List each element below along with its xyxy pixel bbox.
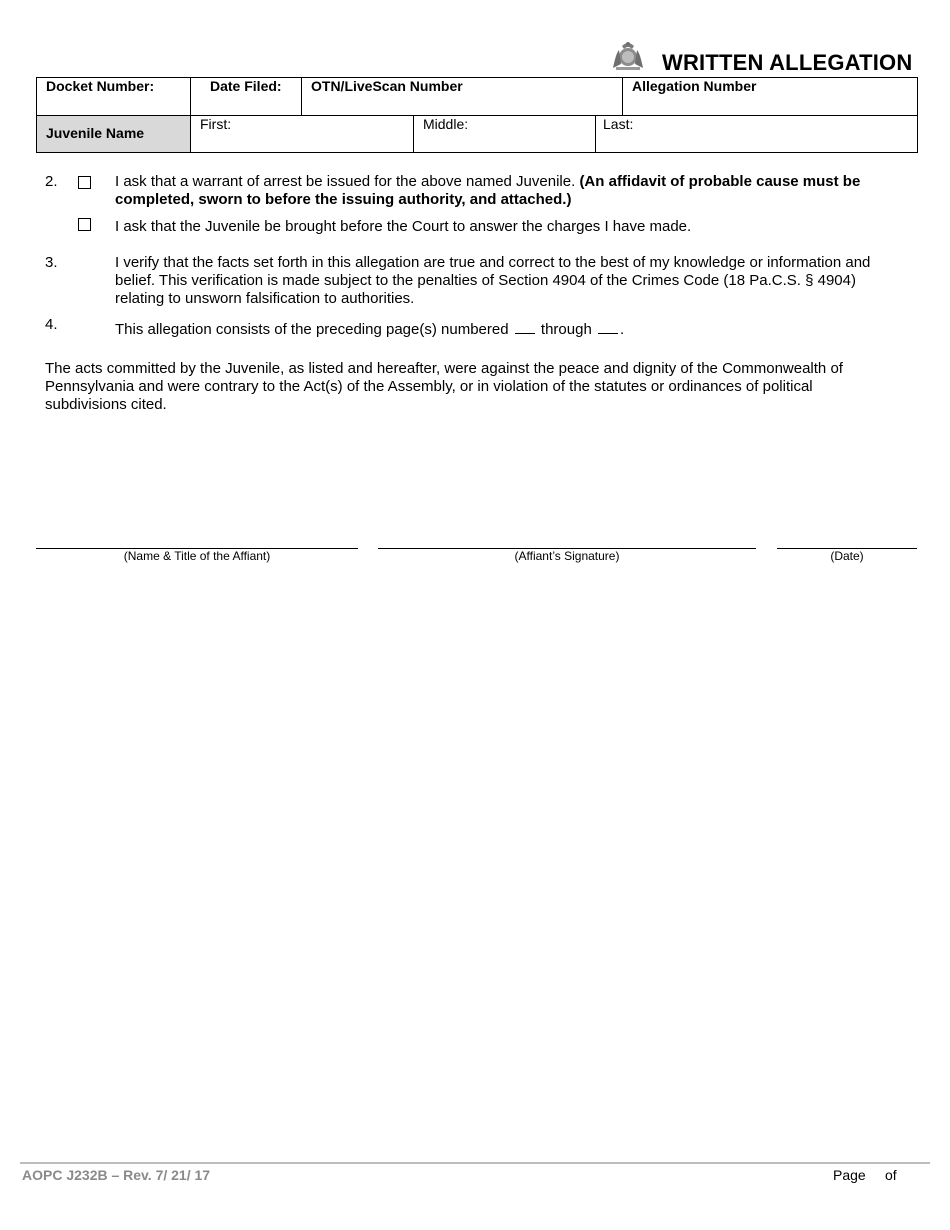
allegation-number-label: Allegation Number bbox=[632, 78, 757, 94]
form-code: AOPC J232B – Rev. 7/ 21/ 17 bbox=[22, 1167, 211, 1183]
item-2-text-plain: I ask that a warrant of arrest be issued for the above named Juvenile. bbox=[115, 173, 576, 190]
item-2-text bbox=[115, 173, 905, 209]
docket-number-field[interactable] bbox=[36, 77, 191, 116]
item-3-number: 3. bbox=[45, 254, 58, 271]
item-2b-text: I ask that the Juvenile be brought before the Court to answer the charges I have made. bbox=[115, 218, 692, 235]
affiant-signature-label: (Affiant’s Signature) bbox=[514, 549, 620, 563]
otn-livescan-field[interactable] bbox=[301, 77, 623, 116]
first-name-label: First: bbox=[200, 116, 232, 132]
item-4-number: 4. bbox=[45, 316, 58, 333]
date-filed-field[interactable] bbox=[190, 77, 302, 116]
page-label: Page bbox=[833, 1167, 866, 1183]
footer-divider bbox=[20, 1162, 930, 1164]
first-name-field[interactable] bbox=[190, 115, 414, 153]
date-label: (Date) bbox=[830, 549, 864, 563]
item-2-text-bold: (An affidavit of probable cause must be completed, sworn to before the issuing authority, and attached.) bbox=[115, 173, 861, 208]
item-4-text-c: . bbox=[619, 321, 625, 338]
form-title: WRITTEN ALLEGATION bbox=[662, 50, 913, 75]
acts-statement: The acts committed by the Juvenile, as listed and hereafter, were against the peace and dignity of the Commonwealth of Pennsylvania and were contrary to the Act(s) of the Assembly, or in violation of the statutes or ordinances of political subdivisions cited. bbox=[45, 360, 843, 413]
item-3-text: I verify that the facts set forth in this allegation are true and correct to the best of my knowledge or information and belief. This verification is made subject to the penalties of Section 4904 of the Crimes Code (18 Pa.C.S. § 4904) relating to unsworn falsification to authorities. bbox=[115, 254, 871, 307]
page-from-blank[interactable] bbox=[515, 319, 535, 334]
last-name-field[interactable] bbox=[595, 115, 918, 153]
court-appearance-checkbox[interactable] bbox=[78, 218, 91, 231]
warrant-checkbox[interactable] bbox=[78, 176, 91, 189]
allegation-number-field[interactable] bbox=[622, 77, 918, 116]
juvenile-name-label-cell bbox=[36, 115, 191, 153]
item-4-text-a: This allegation consists of the preceding page(s) numbered bbox=[115, 321, 509, 338]
docket-number-label: Docket Number: bbox=[46, 78, 155, 94]
middle-name-label: Middle: bbox=[423, 116, 469, 132]
otn-livescan-label: OTN/LiveScan Number bbox=[311, 78, 463, 94]
date-filed-label: Date Filed: bbox=[210, 78, 282, 94]
item-4-text-b: through bbox=[540, 321, 592, 338]
juvenile-name-label: Juvenile Name bbox=[46, 125, 145, 141]
item-4-text bbox=[115, 319, 905, 339]
last-name-label: Last: bbox=[603, 116, 634, 132]
page-to-blank[interactable] bbox=[598, 319, 618, 334]
affiant-name-label: (Name & Title of the Affiant) bbox=[123, 549, 271, 563]
pennsylvania-seal-icon bbox=[609, 40, 647, 72]
of-label: of bbox=[885, 1167, 897, 1183]
item-2-number: 2. bbox=[45, 173, 58, 190]
middle-name-field[interactable] bbox=[413, 115, 596, 153]
